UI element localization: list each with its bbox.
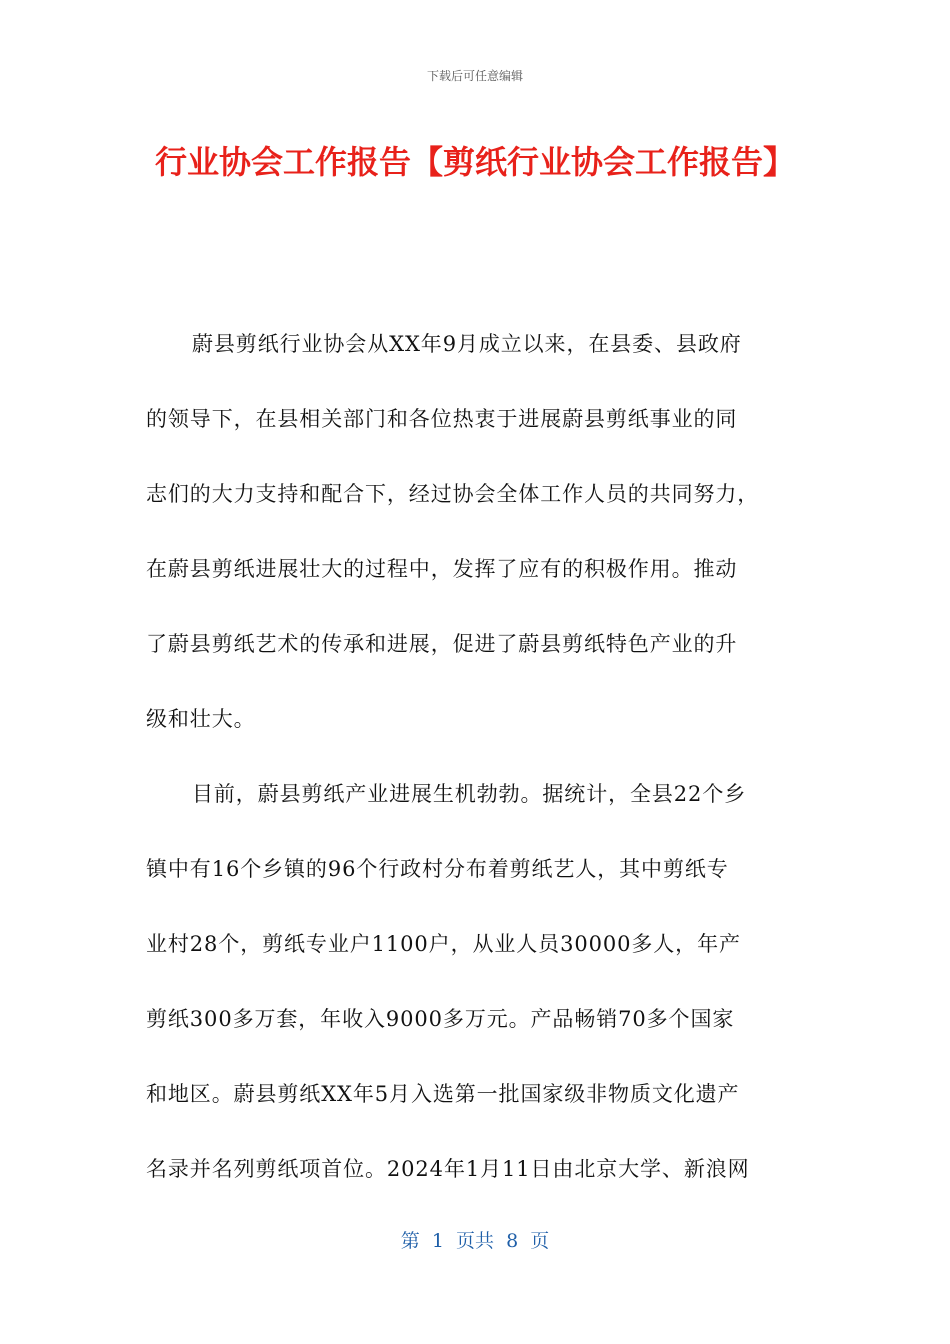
body-line: 的领导下，在县相关部门和各位热衷于进展蔚县剪纸事业的同: [146, 407, 738, 431]
page-footer: 第 1 页共 8 页: [400, 1230, 550, 1252]
body-line: 级和壮大。: [146, 707, 256, 731]
body-line: 名录并名列剪纸项首位。2024年1月11日由北京大学、新浪网: [146, 1157, 750, 1181]
body-line: 业村28个，剪纸专业户1100户，从业人员30000多人，年产: [146, 932, 741, 956]
body-line: 志们的大力支持和配合下，经过协会全体工作人员的共同努力，: [146, 482, 760, 506]
body-line: 剪纸300多万套，年收入9000多万元。产品畅销70多个国家: [146, 1007, 735, 1031]
body-line: 目前，蔚县剪纸产业进展生机勃勃。据统计，全县22个乡: [192, 782, 747, 806]
body-line: 镇中有16个乡镇的96个行政村分布着剪纸艺人，其中剪纸专: [146, 857, 729, 881]
document-body: [146, 323, 806, 1223]
body-line: 了蔚县剪纸艺术的传承和进展，促进了蔚县剪纸特色产业的升: [146, 632, 738, 656]
document-title: 行业协会工作报告【剪纸行业协会工作报告】: [154, 143, 795, 181]
body-line: 蔚县剪纸行业协会从XX年9月成立以来，在县委、县政府: [192, 332, 742, 356]
body-line: 在蔚县剪纸进展壮大的过程中，发挥了应有的积极作用。推动: [146, 557, 738, 581]
page-header-note: 下载后可任意编辑: [426, 69, 523, 83]
body-line: 和地区。蔚县剪纸XX年5月入选第一批国家级非物质文化遗产: [146, 1082, 740, 1106]
